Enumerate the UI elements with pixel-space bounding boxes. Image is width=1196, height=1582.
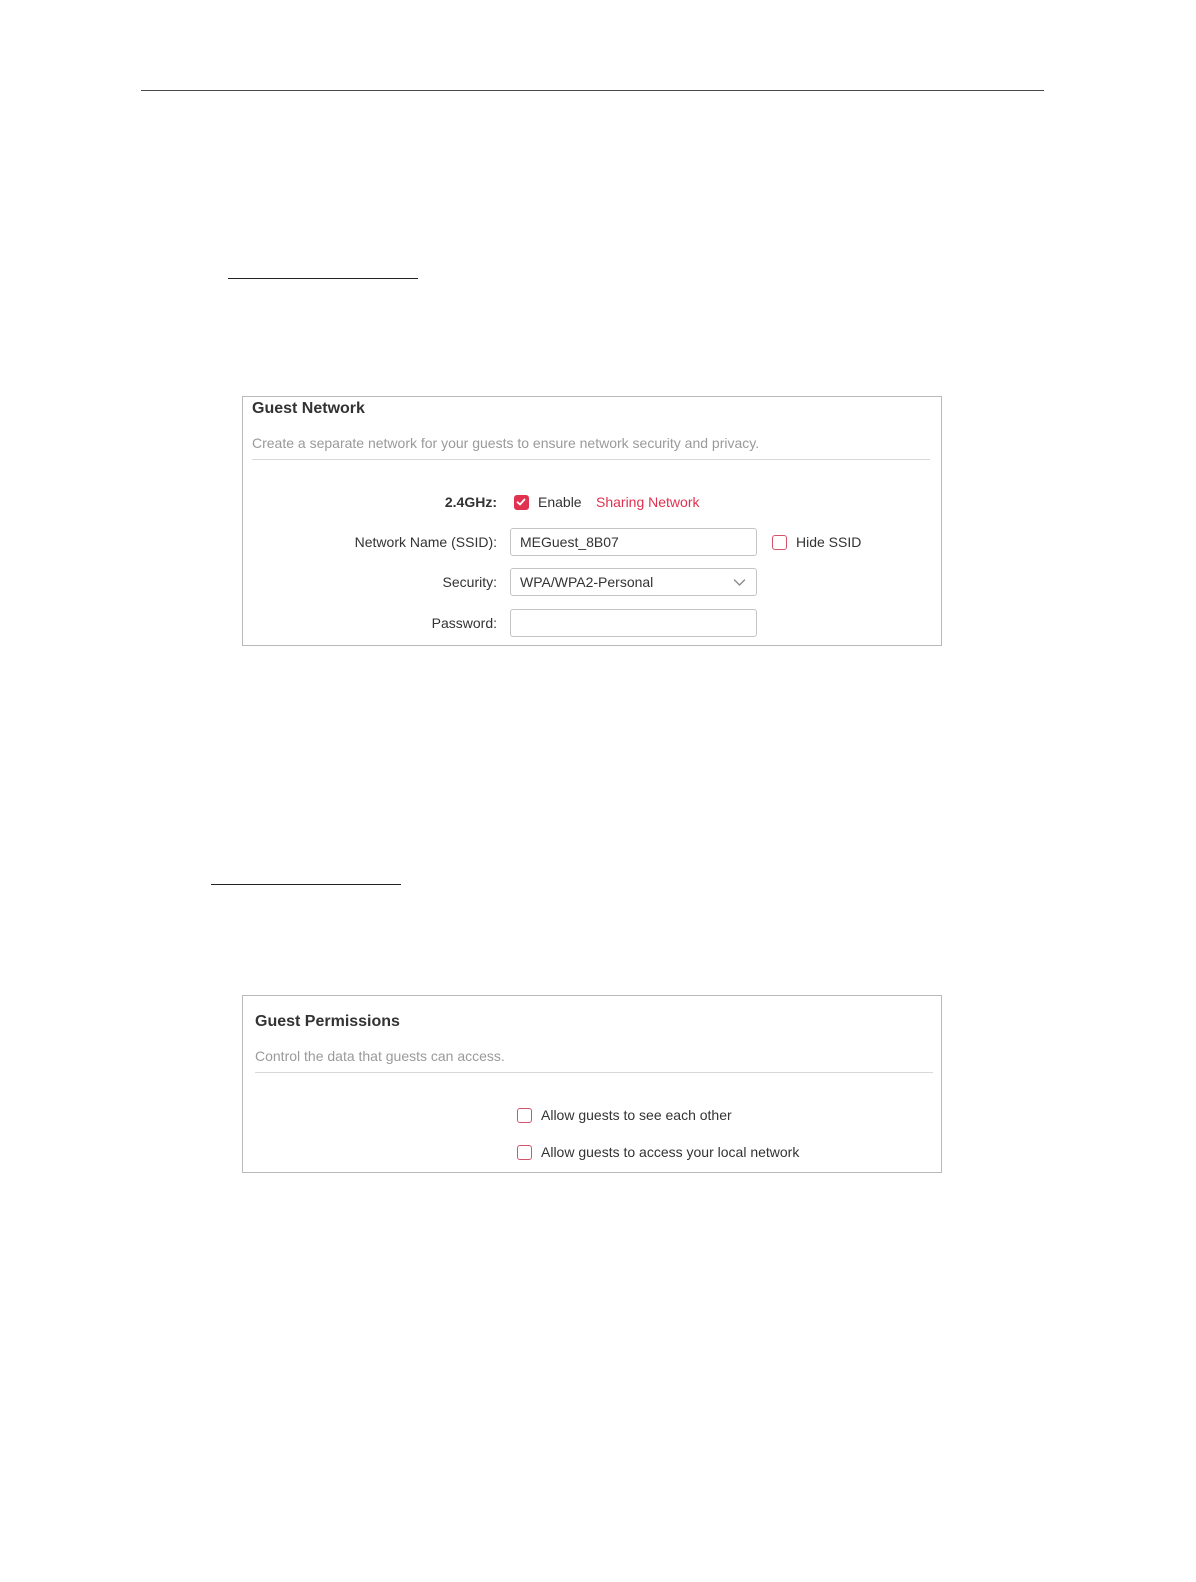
page-header-rule: [141, 90, 1044, 91]
section-underline-2: [211, 884, 401, 885]
security-select[interactable]: [510, 568, 757, 596]
band-label: 2.4GHz:: [444, 494, 497, 510]
guest-network-panel: [242, 396, 942, 646]
check-icon: [516, 497, 526, 507]
enable-label: Enable: [538, 494, 582, 510]
panel-divider: [255, 1072, 933, 1073]
enable-checkbox[interactable]: [514, 495, 529, 510]
allow-see-each-other-label: Allow guests to see each other: [541, 1107, 732, 1123]
allow-local-network-checkbox[interactable]: [517, 1145, 532, 1160]
password-input[interactable]: [510, 609, 757, 637]
ssid-label: Network Name (SSID):: [354, 534, 497, 550]
hide-ssid-label: Hide SSID: [796, 534, 862, 550]
hide-ssid-checkbox[interactable]: [772, 535, 787, 550]
section-underline-1: [228, 278, 418, 279]
sharing-network-link[interactable]: Sharing Network: [596, 494, 700, 510]
panel-title: Guest Permissions: [255, 1013, 400, 1030]
panel-title: Guest Network: [252, 400, 365, 417]
panel-description: Create a separate network for your guests to ensure network security and privacy.: [252, 435, 760, 451]
panel-description: Control the data that guests can access.: [255, 1048, 505, 1064]
allow-see-each-other-checkbox[interactable]: [517, 1108, 532, 1123]
guest-permissions-panel: [242, 995, 942, 1173]
panel-divider: [252, 459, 930, 460]
security-select-value: WPA/WPA2-Personal: [520, 574, 654, 590]
security-label: Security:: [442, 574, 497, 590]
chevron-down-icon: [733, 576, 746, 589]
allow-local-network-label: Allow guests to access your local network: [541, 1144, 800, 1160]
password-label: Password:: [431, 615, 497, 631]
ssid-input[interactable]: [510, 528, 757, 556]
